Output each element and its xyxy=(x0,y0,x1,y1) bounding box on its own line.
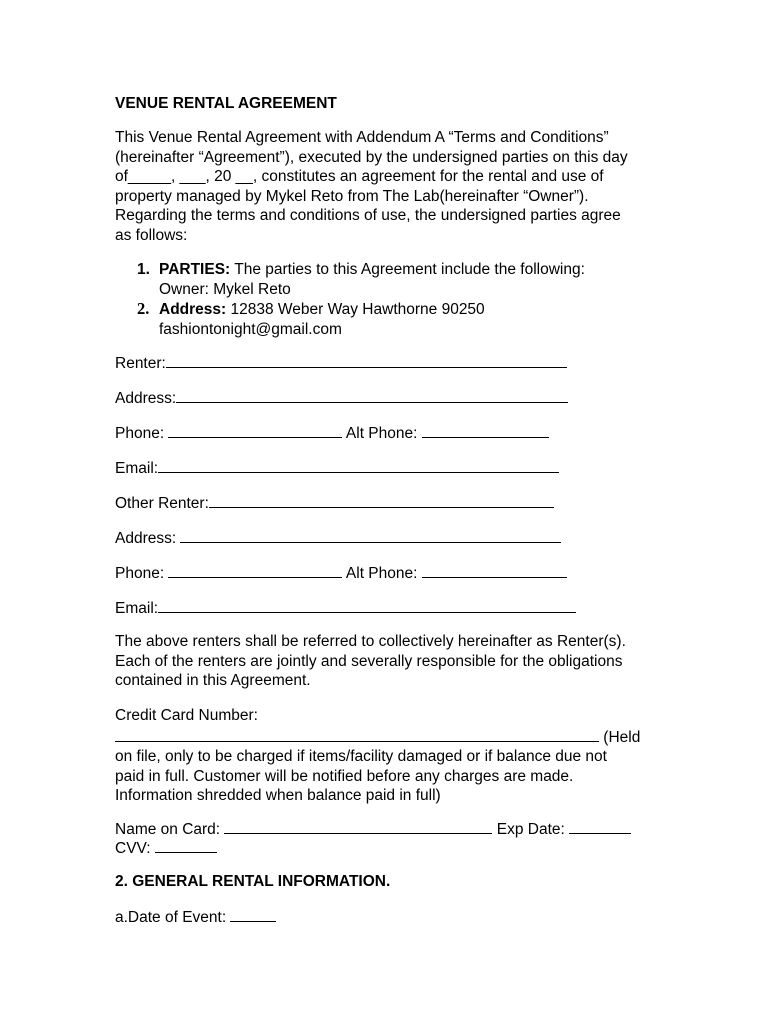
address2-label: Address: xyxy=(115,530,177,547)
intro-line: (hereinafter “Agreement”), executed by the undersigned parties on this day xyxy=(115,148,628,166)
phone-field xyxy=(115,422,549,443)
phone2-label: Phone: xyxy=(115,565,165,582)
intro-line: as follows: xyxy=(115,226,188,244)
parties-list xyxy=(137,260,585,339)
other-renter-field xyxy=(115,492,554,513)
alt-phone2-label: Alt Phone: xyxy=(345,565,418,582)
credit-card-input-line[interactable] xyxy=(115,726,599,742)
list-label: Address: xyxy=(159,301,227,318)
other-renter-label: Other Renter: xyxy=(115,495,209,512)
email-label: Email: xyxy=(115,460,159,477)
credit-card-note-line: on file, only to be charged if items/facility damaged or if balance due not xyxy=(115,748,607,765)
email-field xyxy=(115,457,559,478)
other-renter-input-line[interactable] xyxy=(209,492,554,508)
intro-line: property managed by Mykel Reto from The Lab(hereinafter “Owner”). xyxy=(115,187,589,205)
list-item-address xyxy=(137,299,585,320)
list-item-parties xyxy=(137,260,585,280)
renter-label: Renter: xyxy=(115,355,166,372)
list-text: 12838 Weber Way Hawthorne 90250 xyxy=(226,301,485,318)
list-subline: Owner: Mykel Reto xyxy=(159,280,291,298)
email-input-line[interactable] xyxy=(158,457,559,473)
name-on-card-input-line[interactable] xyxy=(224,818,492,834)
section2-heading: 2. GENERAL RENTAL INFORMATION. xyxy=(115,873,391,890)
address2-field xyxy=(115,527,561,548)
exp-date-input-line[interactable] xyxy=(569,818,631,834)
renter-input-line[interactable] xyxy=(166,352,567,368)
phone2-field xyxy=(115,562,567,583)
credit-card-section xyxy=(115,706,640,806)
name-on-card-label: Name on Card: xyxy=(115,821,221,838)
credit-card-line-row xyxy=(115,726,640,748)
address-field xyxy=(115,387,568,408)
renters-note-line: Each of the renters are jointly and severally responsible for the obligations xyxy=(115,652,623,670)
exp-date-label: Exp Date: xyxy=(496,821,565,838)
credit-card-label: Credit Card Number: xyxy=(115,707,258,724)
renters-note xyxy=(115,632,626,691)
email2-input-line[interactable] xyxy=(158,597,576,613)
document-title: VENUE RENTAL AGREEMENT xyxy=(115,95,337,112)
email2-field xyxy=(115,597,576,618)
email2-label: Email: xyxy=(115,600,159,617)
intro-line: This Venue Rental Agreement with Addendum A “Terms and Conditions” xyxy=(115,129,609,146)
cvv-input-line[interactable] xyxy=(155,837,217,853)
cvv-label: CVV: xyxy=(115,840,151,857)
address2-input-line[interactable] xyxy=(180,527,561,543)
held-text: (Held xyxy=(599,728,641,746)
list-number: 2. xyxy=(137,299,150,318)
date-of-event-input-line[interactable] xyxy=(230,906,276,922)
alt-phone-label: Alt Phone: xyxy=(345,425,418,442)
alt-phone2-input-line[interactable] xyxy=(422,562,567,578)
intro-paragraph xyxy=(115,128,628,245)
list-text: The parties to this Agreement include the following: xyxy=(230,261,585,278)
renter-field xyxy=(115,352,567,373)
list-label: PARTIES: xyxy=(159,261,231,278)
renters-note-line: contained in this Agreement. xyxy=(115,672,311,689)
list-subline: fashiontonight@gmail.com xyxy=(159,320,342,338)
date-of-event-field xyxy=(115,906,276,927)
phone-label: Phone: xyxy=(115,425,165,442)
renters-note-line: The above renters shall be referred to collectively hereinafter as Renter(s). xyxy=(115,633,626,650)
intro-line: Regarding the terms and conditions of use, the undersigned parties agree xyxy=(115,207,621,224)
alt-phone-input-line[interactable] xyxy=(422,422,549,438)
name-on-card-field xyxy=(115,818,631,839)
address-label: Address: xyxy=(115,390,177,407)
list-number: 1. xyxy=(137,261,150,278)
credit-card-note-line: paid in full. Customer will be notified before any charges are made. xyxy=(115,767,574,785)
cvv-field xyxy=(115,837,217,858)
credit-card-note-line: Information shredded when balance paid in full) xyxy=(115,787,441,804)
phone-input-line[interactable] xyxy=(168,422,342,438)
address-input-line[interactable] xyxy=(176,387,568,403)
intro-line: of_____, ___, 20 __, constitutes an agreement for the rental and use of xyxy=(115,168,604,185)
phone2-input-line[interactable] xyxy=(168,562,342,578)
date-of-event-label: a.Date of Event: xyxy=(115,909,227,926)
